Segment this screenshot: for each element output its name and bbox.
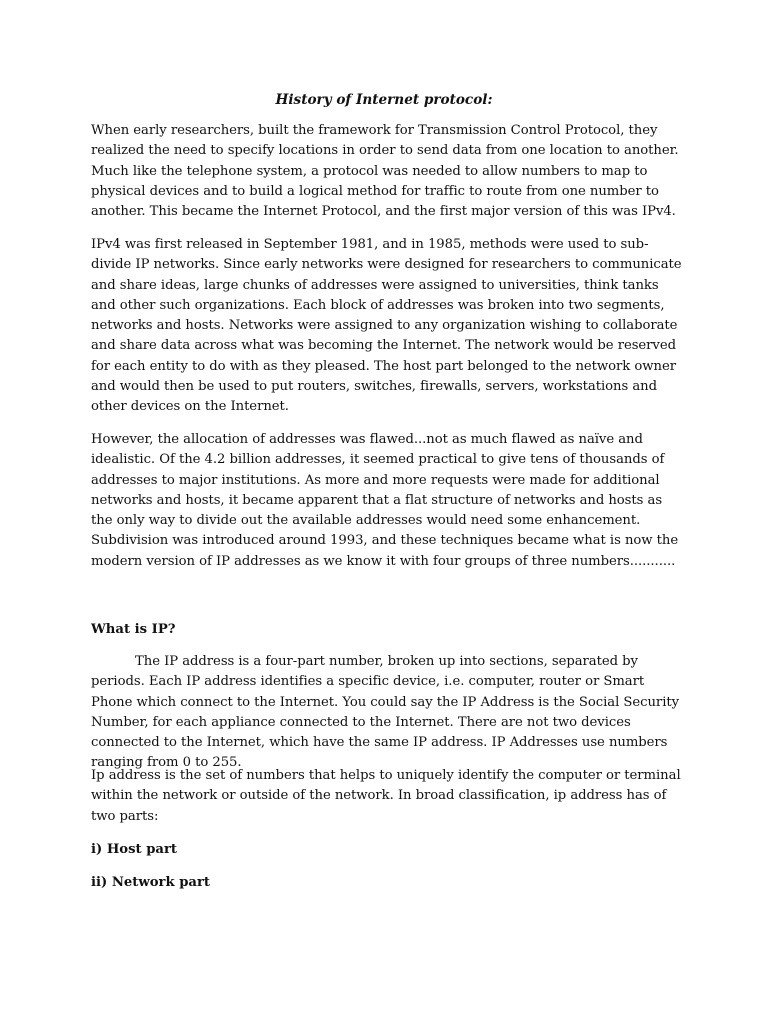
paragraph-address-allocation: However, the allocation of addresses was flawed...not as much flawed as naïve and idealistic. Of the 4.2 billion addresses, it seemed practical to give tens of thousands of addresses to major institutions. As more and more requests were made for additional networks and hosts, it became apparent that a flat structure of networks and hosts as the only way to divide out the available addresses would need some enhancement. Subdivision was introduced around 1993, and these techniques became what is now the modern version of IP addresses as we know it with four groups of three numbers........... — [91, 432, 679, 569]
section-heading-what-is-ip: What is IP? — [91, 622, 176, 637]
paragraph-ip-origin: When early researchers, built the framework for Transmission Control Protocol, they realized the need to specify locations in order to send data from one location to another. Much like the telephone system, a protocol was needed to allow numbers to map to physical devices and to build a logical method for traffic to route from one number to another. This became the Internet Protocol, and the first major version of this was IPv4. — [91, 123, 679, 220]
paragraph-ipv4-release: IPv4 was first released in September 1981, and in 1985, methods were used to sub-divide IP networks. Since early networks were designed for researchers to communicate and share ideas, large chunks of addresses were assigned to universities, think tanks and other such organizations. Each block of addresses was broken into two segments, networks and hosts. Networks were assigned to any organization wishing to collaborate and share data across what was becoming the Internet. The network would be reserved for each entity to do with as they pleased. The host part belonged to the network owner and would then be used to put routers, switches, firewalls, servers, workstations and other devices on the Internet. — [91, 237, 682, 415]
list-item-network-part: ii) Network part — [91, 875, 211, 890]
list-item-host-part: i) Host part — [91, 842, 178, 857]
paragraph-ip-definition: The IP address is a four-part number, broken up into sections, separated by periods. Each IP address identifies a specific device, i.e. computer, router or Smart Phone which connect to the Internet. You could say the IP Address is the Social Security Number, for each appliance connected to the Internet. There are not two devices connected to the Internet, which have the same IP address. IP Addresses use numbers ranging from 0 to 255. — [91, 654, 680, 771]
document-title: History of Internet protocol: — [275, 92, 493, 108]
paragraph-ip-parts: Ip address is the set of numbers that helps to uniquely identify the computer or terminal within the network or outside of the network. In broad classification, ip address has of two parts: — [91, 768, 681, 824]
